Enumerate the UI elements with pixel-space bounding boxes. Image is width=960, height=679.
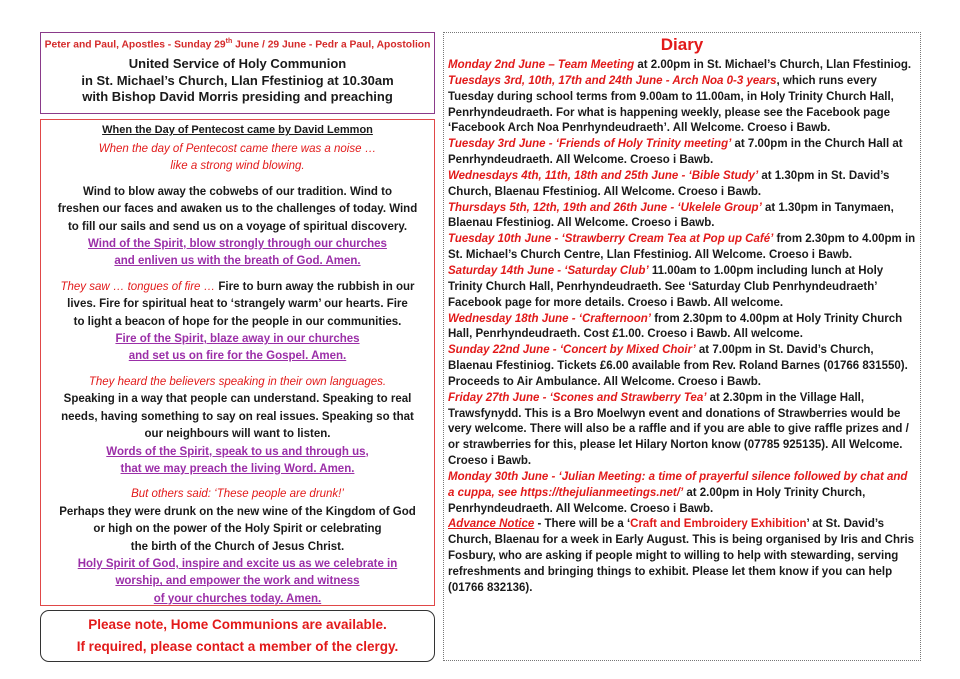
- poem-verse4-red: They heard the believers speaking in their own languages.: [88, 375, 387, 388]
- service-line-1: United Service of Holy Communion: [128, 56, 347, 72]
- poem-verse2-prayer-2: and enliven us with the breath of God. Amen.: [114, 255, 361, 268]
- diary-entry: Tuesday 10th June - ‘Strawberry Cream Tea at Pop up Café’ from 2.30pm to 4.00pm in St. Michael’s Church Centre, Llan Ffestiniog. All Welcome. Croeso i Bawb.: [448, 233, 916, 262]
- diary-entry: Thursdays 5th, 12th, 19th and 26th June - ‘Ukelele Group’ at 1.30pm in Tanymaen, Blaenau Ffestiniog. All Welcome. Croeso i Bawb.: [448, 201, 894, 230]
- diary-entry: Sunday 22nd June - ‘Concert by Mixed Choir’ at 7.00pm in St. David’s Church, Blaenau Ffestiniog. Tickets £6.00 available from Rev. Roland Barnes (01766 831550). Proceeds to Air Ambulance. All Welcome. Croeso i Bawb.: [448, 344, 908, 388]
- poem-verse4-line-3: our neighbours will want to listen.: [144, 428, 331, 441]
- service-line-3: with Bishop David Morris presiding and preaching: [82, 89, 393, 105]
- poem-verse2-line-3: to fill our sails and send us on a voyage of spiritual discovery.: [67, 220, 408, 233]
- poem-verse4-line-1: Speaking in a way that people can understand. Speaking to real: [63, 393, 412, 406]
- diary-entry: Wednesdays 4th, 11th, 18th and 25th June - ‘Bible Study’ at 1.30pm in St. David’s Church, Blaenau Ffestiniog. All Welcome. Croeso i Bawb.: [448, 169, 890, 198]
- poem-verse3-line-1: They saw … tongues of fire … Fire to burn away the rubbish in our: [60, 280, 415, 293]
- diary-entry: Monday 2nd June – Team Meeting at 2.00pm in St. Michael’s Church, Llan Ffestiniog.: [448, 59, 912, 71]
- poem-verse3-prayer-2: and set us on fire for the Gospel. Amen.: [128, 350, 347, 363]
- diary-advance-notice: Advance Notice - There will be a ‘Craft and Embroidery Exhibition’ at St. David’s Church, Blaenau for a week in Early August. This is being organised by Iris and Chris Fosbury, who are asking if people might to willing to help with stewarding, serving refreshments and bringing things to exhibit. Please let them know if you can help (01766 832136).: [448, 518, 915, 594]
- pentecost-poem-box: [40, 119, 435, 606]
- poem-verse5-red: But others said: ‘These people are drunk!’: [131, 488, 344, 501]
- poem-verse5-line-1: Perhaps they were drunk on the new wine of the Kingdom of God: [59, 505, 416, 518]
- diary-box: [443, 32, 921, 661]
- poem-verse3-line-2: lives. Fire for spiritual heat to ‘strangely warm’ our hearts. Fire: [67, 298, 408, 311]
- diary-entry: Tuesday 3rd June - ‘Friends of Holy Trinity meeting’ at 7.00pm in the Church Hall at Penrhyndeudraeth. All Welcome. Croeso i Bawb.: [448, 138, 903, 167]
- service-line-2: in St. Michael’s Church, Llan Ffestiniog at 10.30am: [81, 72, 394, 88]
- poem-verse3-prayer-1: Fire of the Spirit, blaze away in our churches: [115, 333, 360, 346]
- poem-verse5-prayer-2: worship, and empower the work and witness: [115, 575, 360, 588]
- poem-verse4-line-2: needs, having something to say on real issues. Speaking so that: [61, 410, 414, 423]
- poem-verse2-line-2: freshen our faces and awaken us to the challenges of today. Wind: [57, 203, 418, 216]
- poem-verse1-red-1: When the day of Pentecost came there was a noise …: [98, 143, 377, 155]
- poem-title: When the Day of Pentecost came by David Lemmon: [102, 124, 373, 136]
- diary-entry: Tuesdays 3rd, 10th, 17th and 24th June - Arch Noa 0-3 years, which runs every Tuesday during school terms from 9.00am to 11.00am, in Holy Trinity Church Hall, Penrhyndeudraeth. For what is happening weekly, please see the Facebook page ‘Facebook Arch Noa Penrhyndeudraeth’. All Welcome. Croeso i Bawb.: [448, 74, 894, 135]
- service-header: Peter and Paul, Apostles - Sunday 29th June / 29 June - Pedr a Paul, Apostolion: [44, 38, 431, 51]
- note-line-1: Please note, Home Communions are available.: [88, 617, 387, 632]
- diary-entry: Saturday 14th June - ‘Saturday Club’ 11.00am to 1.00pm including lunch at Holy Trinity Church Hall, Penrhyndeudraeth. See ‘Saturday Club Penrhyndeudraeth’ Facebook page for more details. Croeso i Bawb. All welcome.: [448, 264, 884, 309]
- poem-verse1-red-2: like a strong wind blowing.: [170, 160, 305, 173]
- poem-verse4-prayer-1: Words of the Spirit, speak to us and through us,: [106, 445, 369, 458]
- poem-verse5-line-3: the birth of the Church of Jesus Christ.: [130, 540, 345, 553]
- diary-entry: Wednesday 18th June - ‘Crafternoon’ from 2.30pm to 4.00pm at Holy Trinity Church Hall, Penrhyndeudraeth. Cost £1.00. Croeso i Bawb. All welcome.: [448, 312, 903, 341]
- poem-verse2-prayer-1: Wind of the Spirit, blow strongly through our churches: [88, 238, 387, 251]
- poem-verse3-red: They saw … tongues of fire …: [60, 280, 216, 293]
- diary-entries: [444, 58, 920, 597]
- service-notice-box: [40, 32, 435, 114]
- home-communion-note: [40, 610, 435, 662]
- diary-entry: Friday 27th June - ‘Scones and Strawberry Tea’ at 2.30pm in the Village Hall, Trawsfynydd. This is a Bro Moelwyn event and donations of Strawberries would be very welcome. There will also be a raffle and if you are able to give raffle prizes and / or strawberries for this, please let Hilary Norton know (07785 925135). All Welcome. Croeso i Bawb.: [448, 391, 909, 468]
- poem-verse3-line-3: to light a beacon of hope for the people in our communities.: [73, 315, 402, 328]
- poem-verse4-prayer-2: that we may preach the living Word. Amen.: [120, 462, 355, 475]
- poem-verse5-prayer-1: Holy Spirit of God, inspire and excite us as we celebrate in: [77, 557, 398, 570]
- poem-verse2-line-1: Wind to blow away the cobwebs of our tradition. Wind to: [82, 185, 392, 198]
- poem-verse5-line-2: or high on the power of the Holy Spirit or celebrating: [93, 523, 382, 536]
- diary-entry: Monday 30th June - ‘Julian Meeting: a time of prayerful silence followed by chat and a cuppa, see https://thejulianmeetings.net/’ at 2.00pm in Holy Trinity Church, Penrhyndeudraeth. All Welcome. Croeso i Bawb.: [448, 470, 908, 515]
- note-line-2: If required, please contact a member of the clergy.: [76, 639, 399, 654]
- diary-title: Diary: [660, 35, 704, 54]
- poem-verse5-prayer-3: of your churches today. Amen.: [153, 592, 322, 605]
